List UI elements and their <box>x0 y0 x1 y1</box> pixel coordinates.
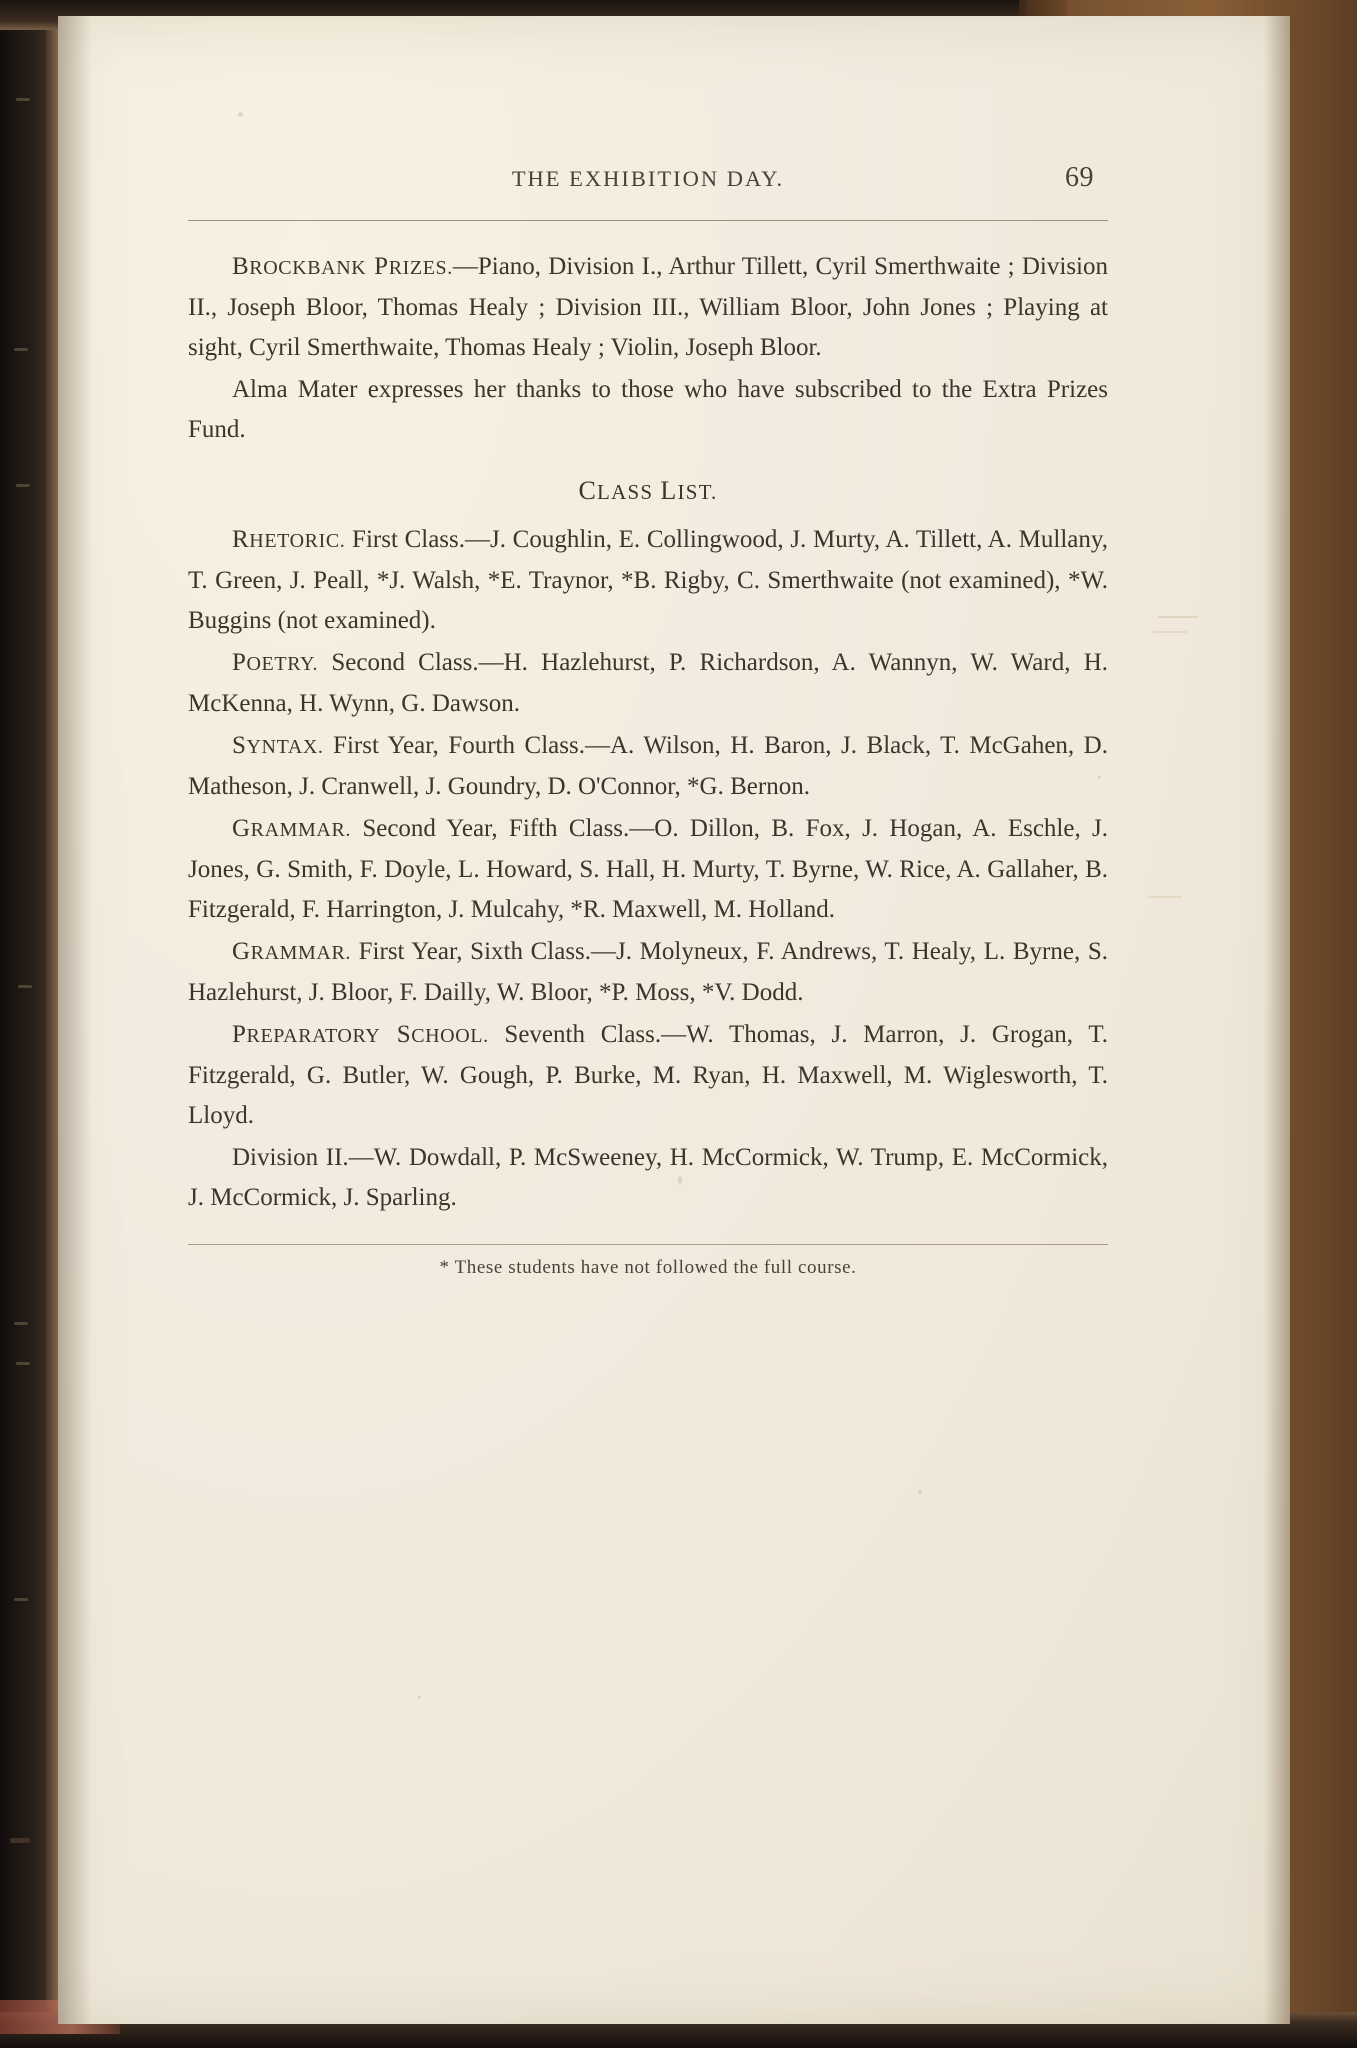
entry-preparatory-school <box>188 1015 1108 1136</box>
paper-scuff <box>1148 896 1182 898</box>
entry-body: First Year, Sixth Class.—J. Molyneux, F. Andrews, T. Healy, L. Byrne, S. Hazlehurst, J. Bloor, F. Dailly, W. Bloor, *P. Moss, *V. Dodd. <box>188 938 1108 1006</box>
gutter-mark <box>16 98 30 101</box>
running-head: THE EXHIBITION DAY. <box>511 166 785 191</box>
entry-grammar-second-year <box>188 809 1108 930</box>
gutter-mark <box>18 985 32 988</box>
page-number: 69 <box>1065 162 1094 193</box>
entry-body: First Class.—J. Coughlin, E. Collingwood, J. Murty, A. Tillett, A. Mullany, T. Green, J. Peall, *J. Walsh, *E. Traynor, *B. Rigby, C. Smerthwaite (not examined), *W. Buggins (not examined). <box>188 526 1108 634</box>
entry-label: RHETORIC. <box>232 526 346 553</box>
page-header <box>188 162 1108 204</box>
paragraph-brockbank-prizes <box>188 247 1108 368</box>
entry-body: First Year, Fourth Class.—A. Wilson, H. Baron, J. Black, T. McGahen, D. Matheson, J. Cranwell, J. Goundry, D. O'Connor, *G. Bernon. <box>188 732 1108 800</box>
document-page <box>58 16 1290 2024</box>
footnote-rule <box>188 1244 1108 1245</box>
gutter-mark <box>16 1362 30 1365</box>
paper-speck <box>238 112 243 117</box>
page-text-block <box>188 162 1108 1279</box>
entry-label: SYNTAX. <box>232 732 324 759</box>
gutter-mark <box>10 1838 30 1843</box>
gutter-mark <box>14 1598 28 1601</box>
paper-scuff <box>1153 631 1187 633</box>
entry-label: GRAMMAR. <box>232 815 351 842</box>
paper-speck <box>418 1696 421 1699</box>
gutter-mark <box>16 484 30 487</box>
entry-label: GRAMMAR. <box>232 938 351 965</box>
paragraph-alma-mater-thanks: Alma Mater expresses her thanks to those who have subscribed to the Extra Prizes Fund. <box>188 376 1108 443</box>
gutter-mark <box>14 1322 28 1325</box>
entry-division-two: Division II.—W. Dowdall, P. McSweeney, H. McCormick, W. Trump, E. McCormick, J. McCormick, J. Sparling. <box>188 1144 1108 1211</box>
section-title-class-list: CLASS LIST. <box>578 476 718 505</box>
entry-body: Seventh Class.—W. Thomas, J. Marron, J. Grogan, T. Fitzgerald, G. Butler, W. Gough, P. Burke, M. Ryan, H. Maxwell, M. Wiglesworth, T. Lloyd. <box>188 1021 1108 1129</box>
header-rule <box>188 220 1108 221</box>
entry-poetry <box>188 643 1108 724</box>
paper-speck <box>918 1490 922 1494</box>
paper-scuff <box>1158 616 1198 618</box>
paragraph-body: —Piano, Division I., Arthur Tillett, Cyril Smerthwaite ; Division II., Joseph Bloor, Thomas Healy ; Division III., William Bloor, John Jones ; Playing at sight, Cyril Smerthwaite, Thomas Healy ; Violin, Joseph Bloor. <box>188 253 1108 361</box>
footnote-text: * These students have not followed the full course. <box>439 1257 857 1278</box>
entry-body: Second Year, Fifth Class.—O. Dillon, B. Fox, J. Hogan, A. Eschle, J. Jones, G. Smith, F. Doyle, L. Howard, S. Hall, H. Murty, T. Byrne, W. Rice, A. Gallaher, B. Fitzgerald, F. Harrington, J. Mulcahy, *R. Maxwell, M. Holland. <box>188 815 1108 923</box>
entry-rhetoric <box>188 520 1108 641</box>
entry-label: POETRY. <box>232 649 319 676</box>
gutter-mark <box>14 348 28 351</box>
small-caps-lead: BROCKBANK PRIZES. <box>232 253 453 280</box>
entry-grammar-first-year <box>188 932 1108 1013</box>
entry-body: Second Class.—H. Hazlehurst, P. Richardson, A. Wannyn, W. Ward, H. McKenna, H. Wynn, G. Dawson. <box>188 649 1108 717</box>
entry-label: PREPARATORY SCHOOL. <box>232 1021 489 1048</box>
entry-syntax <box>188 726 1108 807</box>
